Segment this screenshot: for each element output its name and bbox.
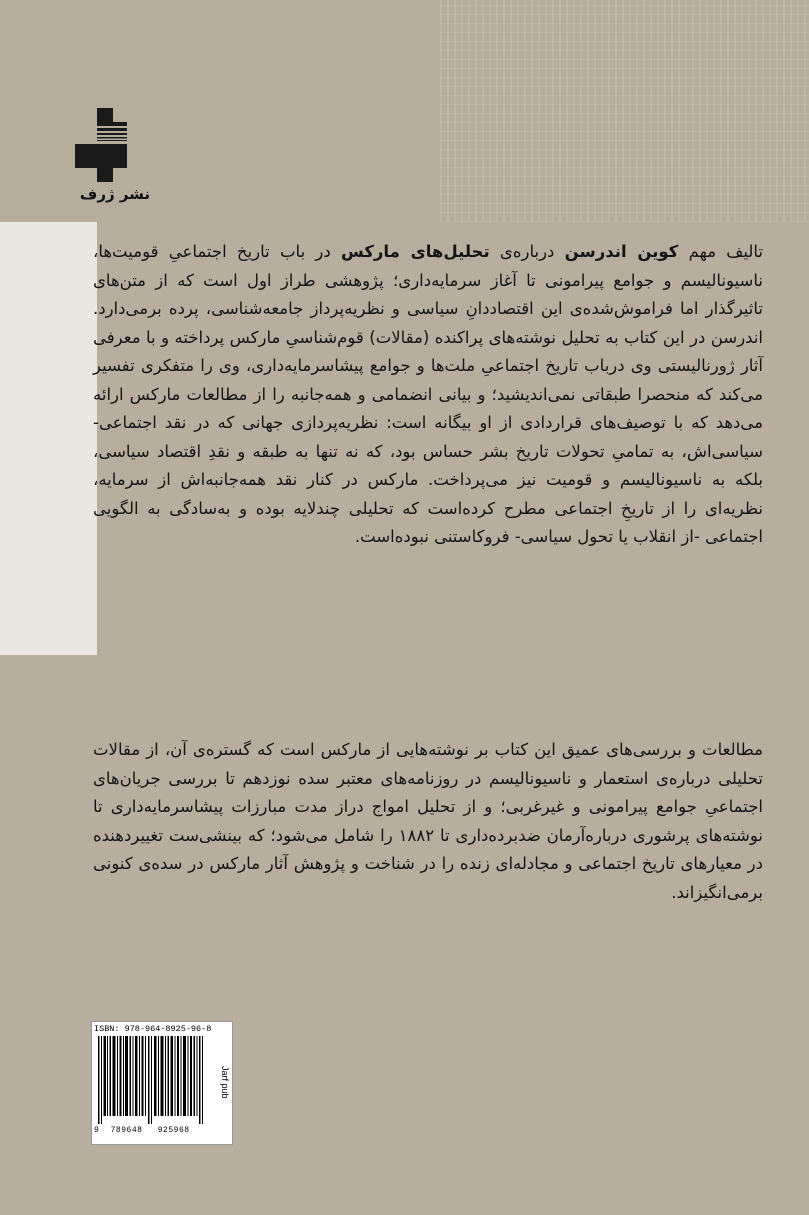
blurb-author: کوین اندرسن bbox=[564, 242, 679, 261]
blurb-rest: در باب تاریخ اجتماعیِ قومیت‌ها، ناسیونالیسم و جوامع پیرامونی تا آغاز سرمایه‌داری؛ پژوهشی طراز اول است که از متن‌های تاثیرگذار اما فراموش‌شده‌ی این اقتصاددانِ سیاسی و نظریه‌پرداز جامعه‌شناسی، پرده برمی‌دارد. اندرسن در این کتاب به تحلیل نوشته‌های پراکنده (مقالات) قوم‌شناسیِ مارکس پرداخته و با معرفی آثار ژورنالیستی وی درباب تاریخ اجتماعیِ ملت‌ها و جوامع پیشاسرمایه‌داری، وی را متفکری تفسیر می‌کند که منحصرا طبقاتی نمی‌اندیشید؛ و بیانی انضمامی و همه‌جانبه را از مطالعات مارکس ارائه می‌دهد که با توصیف‌های قراردادی از او بیگانه است: نظریه‌پردازی جهانی که در نقد اجتماعی-سیاسی‌اش، به تمامیِ تحولات تاریخ بشر حساس بود، که نه تنها به طبقه و نقدِ اقتصاد سیاسی، بلکه به ناسیونالیسم و قومیت نیز می‌پرداخت. مارکس در کنار نقد همه‌جانبه‌اش از سرمایه، نظریه‌ای را از تاریخِ اجتماعی مطرح کرده‌است که تحلیلی چندلایه بوده و به‌سادگی به الگویی اجتماعی -از انقلاب یا تحول سیاسی- فروکاستنی نبوده‌است. bbox=[93, 242, 763, 546]
publisher-logo-text: نشر ژرف bbox=[79, 185, 151, 203]
barcode-digits-right: 925968 bbox=[157, 1126, 190, 1135]
barcode-digits-mid: 789648 bbox=[110, 1126, 143, 1135]
barcode-digits bbox=[94, 1126, 214, 1135]
cover-light-strip bbox=[0, 222, 97, 655]
blurb-paragraph-2-text: مطالعات و بررسی‌های عمیق این کتاب بر نوشته‌هایی از مارکس است که گستره‌ی آن، از مقالات تحلیلی درباره‌ی استعمار و ناسیونالیسم در روزنامه‌های معتبر سده نوزدهم تا بررسی جریان‌های اجتماعیِ جوامع پیرامونی و غیرغربی؛ و از تحلیل امواج دراز مدت مبارزات پیشاسرمایه‌داری تا نوشته‌های پرشوری درباره‌آرمان ضدبرده‌داری تا ۱۸۸۲ را شامل می‌شود؛ که بینشی‌ست تغییردهنده در معیارهای تاریخ اجتماعی و مجادله‌ای زنده را در شناخت و پژوهش آثار مارکس در سده‌ی کنونی برمی‌انگیزاند. bbox=[93, 740, 763, 902]
cover-texture bbox=[440, 0, 809, 222]
barcode-panel bbox=[91, 1021, 233, 1145]
blurb-subject: تحلیل‌های مارکس bbox=[341, 242, 490, 261]
blurb-intro-lead: تالیف مهم bbox=[678, 242, 763, 261]
blurb-middle: درباره‌ی bbox=[489, 242, 565, 261]
barcode-digit-lead: 9 bbox=[94, 1126, 100, 1135]
isbn-label: ISBN: 978-964-8925-96-8 bbox=[94, 1024, 212, 1034]
blurb-paragraph-2 bbox=[93, 736, 763, 907]
barcode-icon bbox=[98, 1036, 210, 1124]
barcode-publisher-label: Jarf pub bbox=[220, 1065, 230, 1099]
blurb-paragraph-1 bbox=[93, 238, 763, 552]
